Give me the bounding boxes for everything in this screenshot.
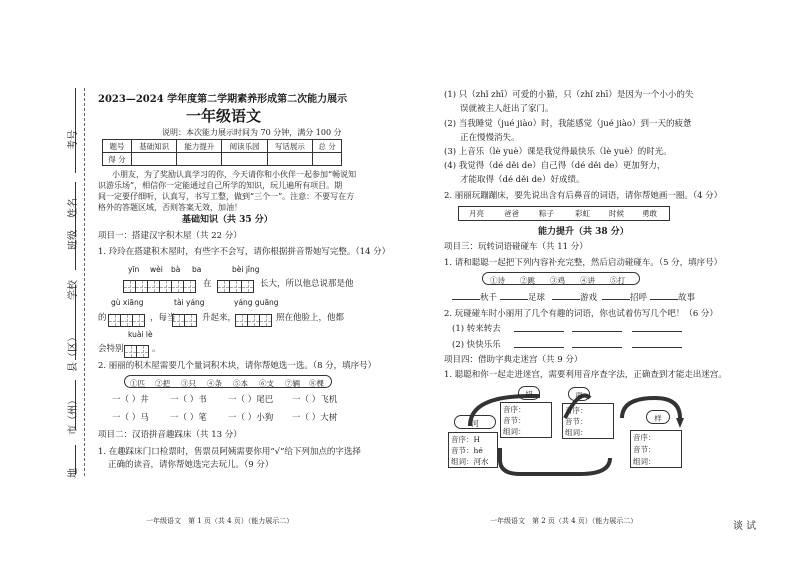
text-end: 。	[152, 344, 161, 354]
page1-footer: 一年级语文 第 1 页（共 4 页）（能力展示二）	[146, 517, 294, 525]
fill-item[interactable]: 一（ ）飞机	[292, 395, 338, 405]
option: ⑤打	[610, 276, 625, 285]
answer-line[interactable]	[632, 347, 682, 348]
label-yinxu: 音序：	[503, 405, 526, 414]
option: ⑦辆	[285, 379, 300, 388]
intro-line: 间一定要仔细听，认真写，书写工整，做到“三个一”。注意：不要写在方	[98, 192, 355, 201]
pinyin: yīn	[128, 265, 140, 274]
reading-line: (1) 只（zhǐ zhī）可爱的小猫，只（zhǐ zhī）是因为一个小小的失	[444, 90, 694, 100]
label-yinjie: 音节：	[503, 416, 526, 425]
score-header: 总 分	[313, 140, 342, 153]
fill-item[interactable]	[552, 292, 597, 303]
fill-item[interactable]	[452, 292, 497, 303]
binding-city: 市（州）	[68, 395, 79, 435]
score-header: 阅读乐园	[222, 140, 267, 153]
pinyin: bà	[171, 265, 181, 274]
answer-blank[interactable]	[452, 292, 480, 300]
answer-box-he	[448, 432, 498, 468]
binding-school: 学校	[68, 280, 79, 300]
options-box	[124, 375, 332, 388]
question-7: 1. 聪聪和你一起走进迷宫，需要利用音序查字法，正确查到才能走出迷宫。	[444, 370, 727, 380]
answer-blank[interactable]	[500, 292, 528, 300]
label-yinjie: 音节：	[451, 446, 474, 455]
exam-subject: 一年级语文	[186, 107, 262, 125]
words-box	[458, 206, 670, 221]
answer-box-zhao[interactable]	[500, 402, 552, 438]
question-2: 2. 丽丽的积木屋需要几个量词积木块，请你帮她选一选。（8 分，填序号）	[98, 361, 377, 371]
word[interactable]: 月亮	[469, 209, 484, 218]
answer-box-zai[interactable]	[562, 403, 614, 439]
item-1: 项目一：搭建汉字积木屋（共 22 分）	[98, 231, 242, 241]
maze-path	[560, 458, 610, 474]
writing-grid[interactable]	[108, 310, 144, 329]
intro-line: 小朋友，为了奖励认真学习的你，今天请你和小伙伴一起参加“畅说知	[112, 170, 357, 179]
option: ②把	[155, 379, 170, 388]
fill-item[interactable]: 一（ ）马	[112, 413, 149, 423]
option: ④讲	[580, 276, 595, 285]
option: ④条	[207, 379, 222, 388]
question-6: 2. 玩碰碰车时小丽用了几个有趣的词语，你也试着仿写几个吧！（6 分）	[444, 309, 718, 319]
pinyin: tài yáng	[174, 298, 205, 307]
fill-item[interactable]: 一（ ）小狗	[228, 413, 274, 423]
answer-h: H	[473, 435, 481, 444]
score-table	[102, 139, 342, 166]
fill-item[interactable]: 一（ ）书	[170, 395, 207, 405]
char-zai: 再	[568, 387, 590, 401]
answer-line[interactable]	[572, 331, 622, 332]
score-cell[interactable]	[177, 153, 222, 166]
corner-mark: 谈 试	[733, 521, 757, 532]
item-2: 项目二：汉语拼音趣踩床（共 13 分）	[98, 430, 242, 440]
item-4: 项目四：借助字典走迷宫（共 9 分）	[444, 355, 583, 365]
label-yinjie: 音节：	[565, 417, 588, 426]
option: ②跳	[520, 276, 535, 285]
question-3: 正确的读音，请你帮她选完去玩儿。（9 分）	[108, 460, 274, 470]
question-1: 1. 玲玲在搭建积木屋时，有些字不会写，请你根据拼音帮她写完整。（14 分）	[98, 247, 391, 257]
text-de: 的	[98, 313, 107, 323]
answer-line[interactable]	[514, 347, 564, 348]
score-cell[interactable]	[313, 153, 342, 166]
word[interactable]: 爸爸	[504, 209, 519, 218]
answer-line[interactable]	[632, 331, 682, 332]
char-yang: 样	[646, 410, 670, 424]
option: ⑤本	[233, 379, 248, 388]
label-yinxu: 音序：	[633, 433, 656, 442]
item-3: 项目三：玩转词语碰碰车（共 11 分）	[444, 242, 588, 252]
page2-footer: 一年级语文 第 2 页（共 4 页）（能力展示二）	[490, 517, 638, 525]
answer-blank[interactable]	[602, 292, 630, 300]
cut-line	[84, 88, 85, 476]
reading-line: 正在慢慢消失。	[460, 133, 520, 143]
pinyin: wèi	[150, 265, 163, 274]
label-zuci: 组词：	[503, 427, 526, 436]
binding-margin	[0, 0, 100, 561]
fill-word: 故事	[678, 293, 696, 303]
exam-note: 说明：本次能力展示时间为 70 分钟，满分 100 分	[162, 128, 342, 137]
fill-item[interactable]: 一（ ）尾巴	[228, 395, 274, 405]
text-zai: 在	[203, 279, 212, 289]
binding-exam-no: 考号	[68, 130, 79, 150]
option: ①匹	[130, 379, 145, 388]
binding-county: 县（区）	[68, 332, 79, 372]
score-header: 能力提升	[177, 140, 222, 153]
word[interactable]: 时候	[609, 209, 624, 218]
fill-item[interactable]: 一（ ）井	[112, 395, 149, 405]
writing-grid[interactable]	[172, 310, 196, 329]
intro-line: 识游乐场”，相信你一定能通过自己所学的知识，玩儿遍所有项目。期	[98, 181, 343, 190]
answer-he: hé	[473, 446, 483, 455]
fill-item[interactable]	[500, 292, 545, 303]
pinyin: gù xiāng	[111, 298, 144, 307]
pinyin: bèi jǐng	[232, 265, 260, 274]
text-mid: 升起来，	[202, 313, 237, 323]
label-yinjie: 音节：	[633, 445, 656, 454]
answer-box-yang[interactable]	[630, 430, 682, 468]
score-header: 基础知识	[131, 140, 176, 153]
answer-blank[interactable]	[552, 292, 580, 300]
writing-grid[interactable]	[124, 341, 148, 360]
reading-line: 才能取得（dé děi de）好成绩。	[460, 175, 585, 185]
writing-grid[interactable]	[235, 310, 271, 329]
score-header: 题号	[103, 140, 132, 153]
question-4: 2. 丽丽玩蹦蹦床，要先说出含有后鼻音的词语，请你帮她画一圈。（4 分）	[444, 191, 723, 201]
score-cell[interactable]	[222, 153, 267, 166]
text-mid: ，每当	[150, 313, 176, 323]
fill-word: 秋千	[480, 293, 498, 303]
score-header: 写话展示	[267, 140, 312, 153]
line1-tail: 长大，所以他总说那是他	[260, 279, 354, 289]
option: ⑧棵	[309, 379, 324, 388]
section-basic: 基础知识（共 35 分）	[182, 215, 273, 225]
char-zhao: 招	[518, 386, 540, 400]
fill-word: 游戏	[580, 293, 598, 303]
option: ③只	[181, 379, 196, 388]
label-zuci: 组词：	[451, 457, 474, 466]
option: ①诗	[490, 276, 505, 285]
text-hui: 会特别	[98, 344, 124, 354]
question-5: 1. 请和聪聪一起把下列内容补充完整，然后启动碰碰车。（5 分，填序号）	[444, 258, 723, 268]
score-cell[interactable]	[131, 153, 176, 166]
maze-path	[500, 448, 560, 474]
answer-blank[interactable]	[650, 292, 678, 300]
word[interactable]: 彩虹	[575, 209, 590, 218]
word[interactable]: 勇敢	[642, 209, 657, 218]
arrow-icon	[676, 418, 684, 428]
exam-title: 2023—2024 学年度第二学期素养形成第二次能力展示	[98, 94, 348, 105]
answer-line[interactable]	[514, 331, 564, 332]
fill-item[interactable]: 一（ ）笔	[170, 413, 207, 423]
char-river: 河	[454, 415, 496, 429]
intro-line: 格外的答题区域，否则答案无效，加油！	[98, 203, 242, 212]
score-row-label: 得 分	[103, 153, 132, 166]
answer-line[interactable]	[572, 347, 622, 348]
line2-tail: 照在他脸上，他都	[276, 313, 345, 323]
writing-grid[interactable]	[123, 276, 195, 295]
score-cell[interactable]	[267, 153, 312, 166]
label-yinxu: 音序：	[451, 435, 474, 444]
option: ③鸡	[550, 276, 565, 285]
phrase: (1) 转来转去	[452, 324, 501, 334]
reading-line: (4) 我觉得（dé děi de）自己得（dé děi de）更加努力，	[444, 161, 666, 171]
reading-line: (3) 上音乐（lè yuè）课是我觉得最快乐（lè yuè）的时光。	[444, 147, 672, 157]
phrase: (2) 快快乐乐	[452, 340, 501, 350]
fill-item[interactable]	[602, 292, 647, 303]
fill-word: 足球	[528, 293, 546, 303]
binding-class: 班级	[68, 230, 79, 250]
pinyin: kuài lè	[128, 330, 153, 339]
fill-item[interactable]: 一（ ）大树	[292, 413, 338, 423]
pinyin: yáng guāng	[234, 298, 279, 307]
fill-item[interactable]	[650, 292, 695, 303]
binding-area: 地	[68, 468, 79, 478]
answer-hs: 河水	[473, 457, 489, 466]
options-box	[482, 272, 640, 285]
fill-word: 招呼	[630, 293, 648, 303]
question-3: 1. 在趣踩床门口检票时，售票员阿姨需要你用“√”给下列加点的字选择	[98, 447, 361, 457]
word[interactable]: 粽子	[539, 209, 554, 218]
label-yinxu: 音序：	[565, 406, 588, 415]
label-zuci: 组词：	[565, 428, 588, 437]
option: ⑥支	[259, 379, 274, 388]
section-ability: 能力提升（共 38 分）	[538, 227, 629, 237]
binding-name: 姓名	[68, 198, 79, 218]
writing-grid[interactable]	[217, 276, 253, 295]
pinyin: ba	[192, 265, 202, 274]
reading-line: 误就被主人赶出了家门。	[460, 104, 554, 114]
label-zuci: 组词：	[633, 457, 656, 466]
reading-line: (2) 当我睡觉（jué jiào）时，我能感觉（jué jiào）到一天的疲惫	[444, 119, 692, 129]
